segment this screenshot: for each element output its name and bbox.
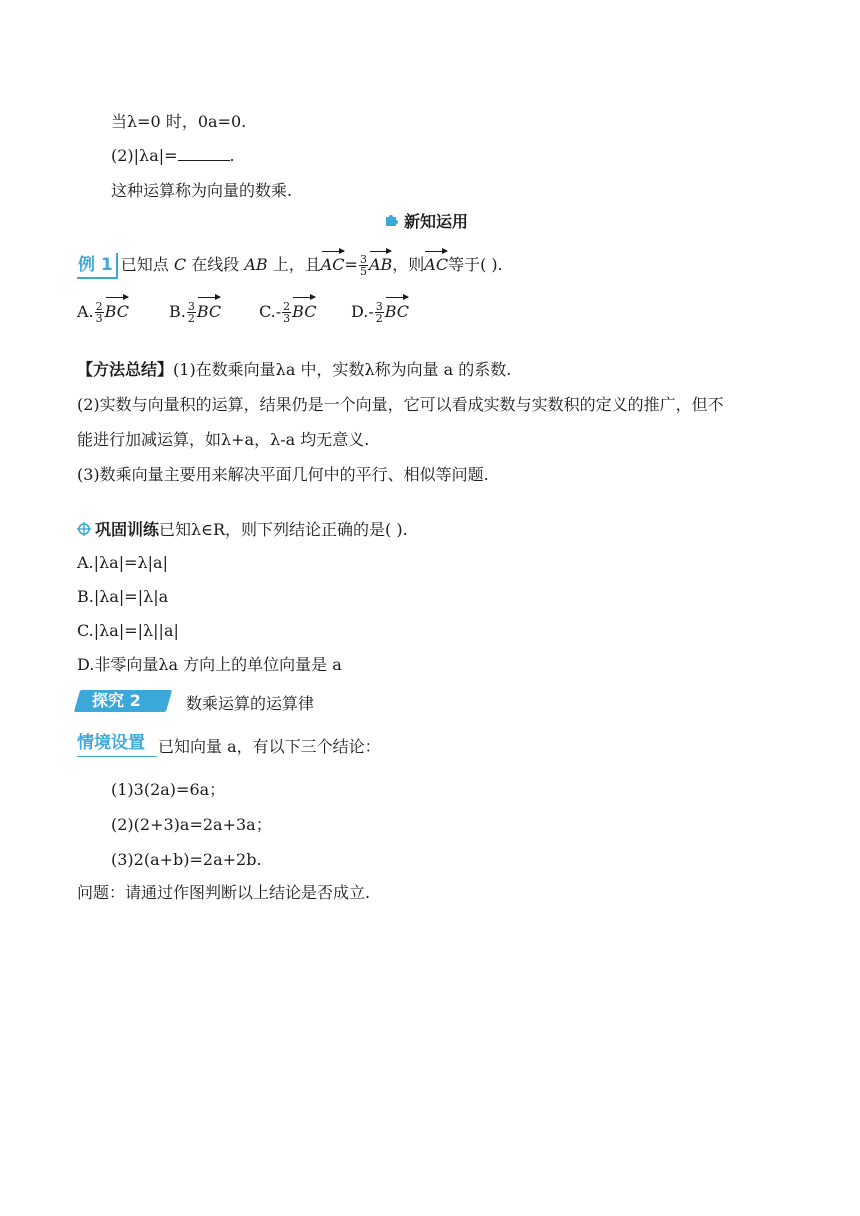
section-header-new	[384, 212, 468, 233]
method-line-3: (3)数乘向量主要用来解决平面几何中的平行、相似等问题.	[77, 465, 489, 484]
example-text-e: 等于( ).	[448, 255, 503, 274]
segment-ab: AB	[244, 255, 268, 274]
method-title: 【方法总结】	[77, 360, 174, 379]
situation-question: 问题：请通过作图判断以上结论是否成立.	[77, 883, 371, 902]
situation-item-1: (1)3(2a)=6a；	[111, 780, 226, 799]
method-line-2a: (2)实数与向量积的运算，结果仍是一个向量，它可以看成实数与实数积的定义的推广，但不	[77, 395, 724, 414]
intro-line-2	[111, 146, 235, 166]
puzzle-icon	[384, 212, 400, 233]
example-text-d: ，则	[392, 255, 425, 274]
fraction: $\frac{3}{5}$	[359, 253, 367, 278]
situation-item-3: (3)2(a+b)=2a+2b.	[111, 850, 262, 869]
example-1: 例 1 已知点 C 在线段 AB 上，且AC= $\frac{3}{5}$ AB，则AC等于( ).	[77, 250, 503, 279]
situation-item-2: (2)(2+3)a=2a+3a；	[111, 815, 272, 834]
practice-option-b[interactable]: B.|λa|=|λ|a	[77, 587, 169, 606]
intro-line-2-suffix: .	[229, 146, 235, 165]
example-tag: 例 1	[77, 253, 118, 279]
practice-title: 巩固训练	[95, 520, 160, 539]
intro-line-2-prefix: (2)|λa|=	[111, 146, 178, 165]
option-d[interactable]: D.- $\frac{3}{2}$ BC	[351, 296, 441, 325]
practice-stem-line	[77, 520, 408, 541]
method-p1: (1)在数乘向量λa 中，实数λ称为向量 a 的系数.	[173, 360, 512, 379]
example-text-b: 在线段	[191, 255, 240, 274]
vector-ab: AB	[369, 250, 392, 277]
intro-line-3: 这种运算称为向量的数乘.	[111, 181, 293, 200]
vector-ac: AC	[321, 250, 345, 277]
option-a[interactable]: A. $\frac{2}{3}$ BC	[77, 296, 169, 325]
point-c: C	[173, 255, 187, 274]
practice-option-c[interactable]: C.|λa|=|λ||a|	[77, 621, 179, 640]
situation-stem: 已知向量 a，有以下三个结论：	[158, 737, 381, 756]
method-line-1	[77, 360, 511, 380]
situation-tag: 情境设置	[77, 733, 145, 753]
answer-blank	[178, 146, 230, 161]
explore-title: 数乘运算的运算律	[186, 694, 315, 713]
practice-option-a[interactable]: A.|λa|=λ|a|	[77, 553, 168, 572]
situation-underline	[77, 756, 157, 757]
method-line-2b: 能进行加减运算，如λ+a，λ-a 均无意义.	[77, 430, 370, 449]
practice-option-d[interactable]: D.非零向量λa 方向上的单位向量是 a	[77, 655, 342, 674]
vector-ac: AC	[424, 250, 448, 277]
intro-line-1: 当λ=0 时，0a=0.	[111, 112, 247, 131]
example-text-a: 已知点	[120, 255, 169, 274]
example-text-c: 上，且	[272, 255, 321, 274]
option-c[interactable]: C.- $\frac{2}{3}$ BC	[259, 296, 351, 325]
practice-stem: 已知λ∈R，则下列结论正确的是( ).	[159, 520, 408, 539]
example-options	[77, 296, 441, 325]
section-title: 新知运用	[404, 212, 469, 231]
explore-banner-label: 探究 2	[92, 691, 141, 710]
option-b[interactable]: B. $\frac{3}{2}$ BC	[169, 296, 259, 325]
crosshair-icon	[77, 521, 91, 541]
